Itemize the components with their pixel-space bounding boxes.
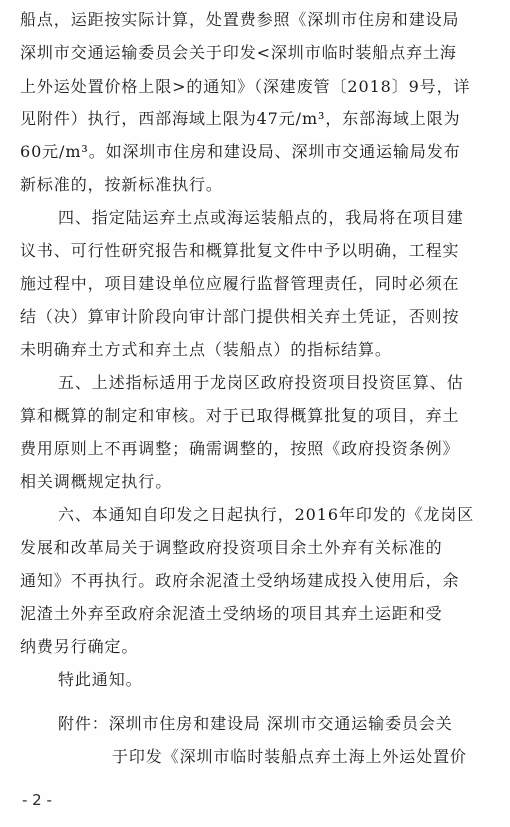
text-line: 上外运处置价格上限>的通知》（深建废管〔2018〕9号，详 (20, 77, 471, 96)
text-line: 通知》不再执行。政府余泥渣土受纳场建成投入使用后，余 (20, 571, 460, 590)
text-line: 施过程中，项目建设单位应履行监督管理责任，同时必须在 (20, 274, 460, 293)
text-line: 60元/m³。如深圳市住房和建设局、深圳市交通运输局发布 (20, 142, 461, 161)
text-line: 四、指定陆运弃土点或海运装船点的，我局将在项目建 (58, 208, 464, 227)
text-line: 议书、可行性研究报告和概算批复文件中予以明确，工程实 (20, 241, 460, 260)
text-line: 算和概算的制定和审核。对于已取得概算批复的项目，弃土 (20, 406, 460, 425)
text-line: 泥渣土外弃至政府余泥渣土受纳场的项目其弃土运距和受 (20, 604, 443, 623)
text-line: 结（决）算审计阶段向审计部门提供相关弃土凭证，否则按 (20, 307, 460, 326)
text-line: 新标准的，按新标准执行。 (20, 175, 223, 194)
text-line: 纳费另行确定。 (20, 637, 139, 656)
closing-line: 特此通知。 (58, 670, 143, 689)
page-number: - 2 - (22, 791, 52, 809)
text-line: 五、上述指标适用于龙岗区政府投资项目投资匡算、估 (58, 373, 464, 392)
text-line: 未明确弃土方式和弃土点（装船点）的指标结算。 (20, 340, 392, 359)
text-line: 船点，运距按实际计算，处置费参照《深圳市住房和建设局 (20, 10, 460, 29)
text-line: 发展和改革局关于调整政府投资项目余土外弃有关标准的 (20, 538, 443, 557)
text-line: 六、本通知自印发之日起执行，2016年印发的《龙岗区 (58, 505, 475, 524)
text-line: 费用原则上不再调整；确需调整的，按照《政府投资条例》 (20, 439, 460, 458)
text-line: 相关调概规定执行。 (20, 472, 173, 491)
text-line: 深圳市交通运输委员会关于印发<深圳市临时装船点弃土海 (20, 43, 457, 62)
text-line: 见附件）执行，西部海域上限为47元/m³，东部海域上限为 (20, 109, 461, 128)
attachment-line: 于印发《深圳市临时装船点弃土海上外运处置价 (112, 747, 467, 766)
attachment-line: 附件：深圳市住房和建设局 深圳市交通运输委员会关 (58, 714, 453, 733)
